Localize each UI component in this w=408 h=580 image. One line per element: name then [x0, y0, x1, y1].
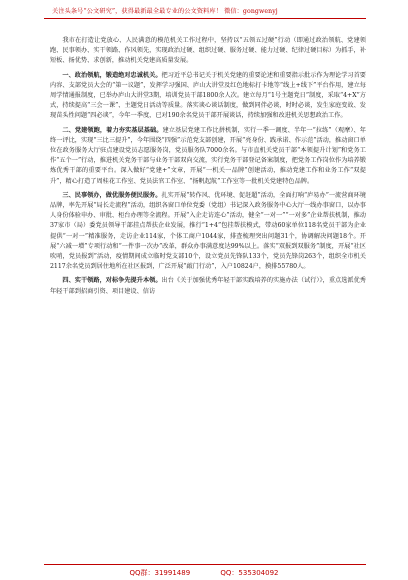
paragraph-text: 扎实开展“转作风、优环境、促赶超”活动，全面打响“庐易办”一流营商环境品牌，率先开展“局长走流程”活动，组织各窗口单位党委（党组）书记深入政务服务中心大厅一线办事窗口，以办事人身份体验申办、审批、柜台办理等全流程。开展“入企走访连心”活动，健全“一对一”“一对多”企业帮扶机制，推动37家市（局）委党员领导干部挂点帮扶企业发展，推行“1+4”包挂帮扶模式，带动60家单位118名党员干部为企业提供“一对一”精准服务，走访企业114家，个体工商户1044家，排查梳理突出问题31个，协调解决问题18个。开展“六减一增”专项行动和“一件事一次办”改革，群众办事满意度达99%以上。落实“双报到双服务”制度，开展“社区吹哨，党员报到”活动，疫情期间成立临时党支部10个，设立党员先锋队133个，党员先锋岗263个，组织全市机关2117余名党员到居住地所在社区报到，广泛开展“敲门行动”，入户10824户，摸排55780人。 [50, 191, 366, 271]
paragraph-lead: 四、实干领路，对标争先提升本领。 [62, 277, 162, 285]
document-body [50, 36, 366, 301]
paragraph-lead: 二、党建领跑，着力夯实基层基础。 [62, 126, 163, 134]
footer-divider [44, 564, 366, 565]
paragraph-section-4 [50, 276, 366, 296]
paragraph-text: 我市在打造让党放心、人民满意的模范机关工作过程中，坚持以“五领五过硬”行动（即通过政治领航、党建领跑、民事领办、实干领路、作风领先，实现政治过硬、组织过硬、服务过硬、能力过硬、纪律过硬目标）为抓手，补短板、扬优势、求创新，推动机关党建高质量发展。 [50, 37, 366, 65]
footer-qq-contact: QQ：535304092 [220, 569, 279, 577]
paragraph-text: 建立基层党建工作比拼机制，实行一季一调度、半年一“拉练”（观摩）、年终一评比，实现“三比三提升”，今年围绕“四强”示范党支部创建，开展“亮身份、践承诺、作示范”活动，推动窗口单位在政务服务大厅驻点建设党员志愿服务岗，党员服务队7000余名。与市直机关党员干部“本领提升计划”和党务工作“五个一”行动，推进机关党务干部与业务干部双向交流，实行党务干部登记备案制度，把党务工作岗位作为培养锻炼优秀干部的重要平台。深入做好“党建+”文章，开展“一机关一品牌”创建活动，推动党建工作和业务工作“双提升”，精心打造了周桂花工作室、党员法官工作室、“扬帆起航”工作室等一批机关党建特色品牌。 [50, 126, 366, 185]
paragraph-lead: 三、民事领办，做优服务便民服务。 [62, 191, 162, 199]
header-divider [44, 18, 366, 19]
page-footer [0, 568, 408, 578]
paragraph-section-2 [50, 126, 366, 187]
paragraph-text: 把习近平总书记关于机关党建的重要论述和重要指示批示作为理论学习首要内容、支部党员大会的“第一议题”，发挥学习强国、庐山大讲堂及红色地标打卡地等“线上+线下”平台作用，建立每周学情通报制度，已举办庐山大讲堂3期，培训党员干部1800余人次。建立每月“1号主题党日”制度，采取“4+X”方式，持续提高“三会一课”、主题党日活动等质量。落实谈心谈话制度，做到同伴必谈，时时必谈，发生家庭变故、发现苗头性问题“四必谈”，今年一季度，已对190余名党员干部开展谈话，持续加强和改进机关思想政治工作。 [50, 71, 366, 120]
footer-qq-group: QQ群：31991489 [129, 569, 191, 577]
paragraph-text: 出台《关于加强优秀年轻干部实践培养的实施办法（试行）》，重点选派优秀年轻干部到招商引资、项目建设、信访 [50, 277, 366, 295]
paragraph-section-3 [50, 191, 366, 273]
page-header-banner: 关注头条号“公文研究”，获得最新最全最专业的公文资料库！ 微信：gongwenyj [52, 8, 278, 15]
paragraph-section-1 [50, 71, 366, 122]
paragraph-lead: 一、政治领航，锻造绝对忠诚机关。 [62, 71, 162, 79]
paragraph-intro [50, 36, 366, 67]
